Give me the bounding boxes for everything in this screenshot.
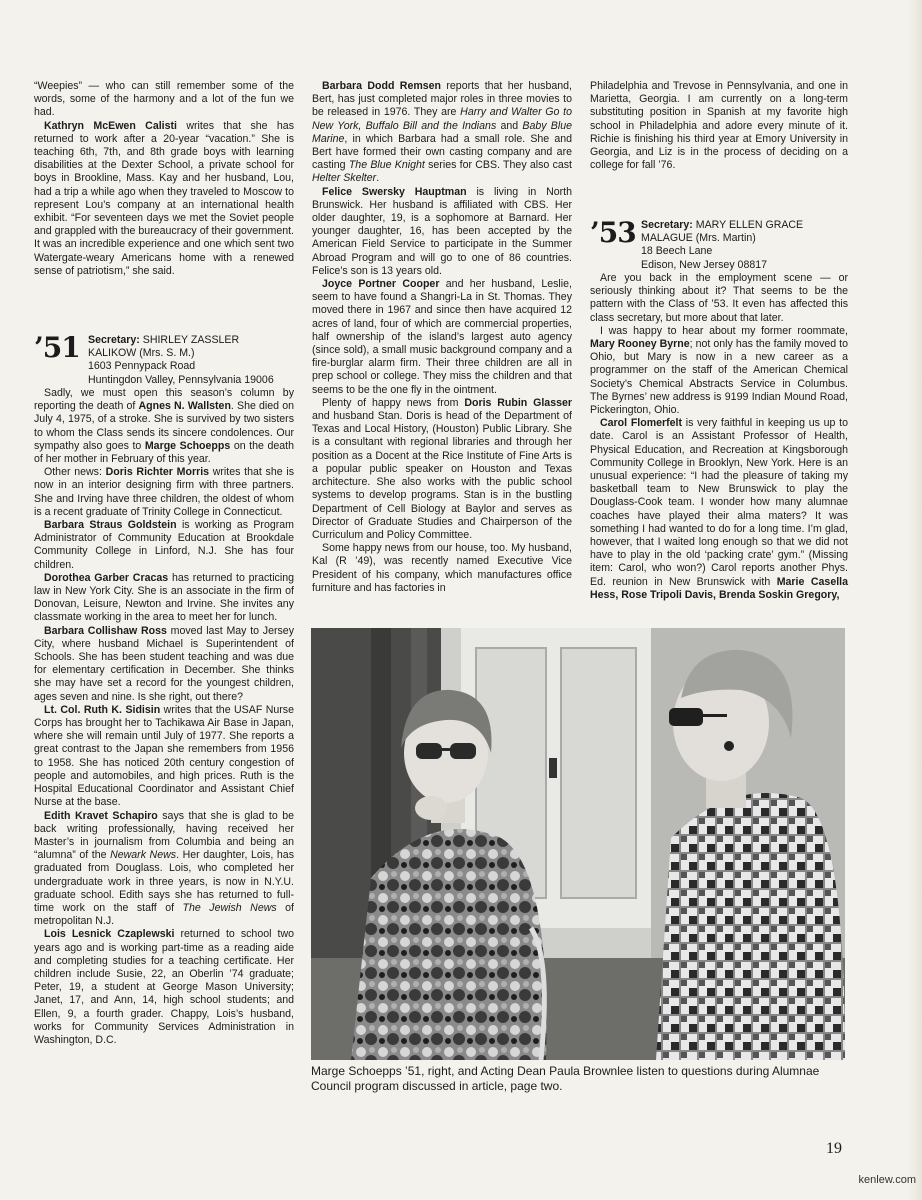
secretary-name-51: SHIRLEY ZASSLER: [139, 334, 240, 346]
paragraph-sidisin: [34, 704, 294, 810]
text: . She died on July 4, 1975, of a stroke. She is survived by two sisters to whom the Class sends its sincere condolences. Our sympathy also goes to: [34, 400, 294, 452]
names-reunion: Marie Casella Hess, Rose Tripoli Davis, Brenda Soskin Gregory,: [590, 575, 848, 601]
paragraph-philadelphia: Philadelphia and Trevose in Pennsylvania, and one in Marietta, Georgia. I am currently on a long-term substituting position in Spanish at my favorite high school in Philadelphia and adore every minute of it. Richie is finishing his third year at Emory University in Georgia, and Liz is in the process of deciding on a college for fall ’76.: [590, 80, 848, 172]
text: and: [496, 119, 523, 132]
secretary-label-51: Secretary:: [88, 334, 140, 346]
paragraph-hauptman: [312, 186, 572, 278]
paragraph-cracas: [34, 572, 294, 625]
column-3-53: [590, 272, 848, 602]
photo-illustration: [311, 628, 845, 1060]
paragraph-byrne: [590, 325, 848, 417]
name-cracas: Dorothea Garber Cracas: [44, 571, 169, 584]
secretary-name-53: MARY ELLEN GRACE: [692, 219, 804, 231]
page-edge: [908, 0, 922, 1200]
name-schoepps: Marge Schoepps: [144, 439, 231, 452]
secretary-name2-51: KALIKOW (Mrs. S. M.): [88, 347, 195, 360]
text: and her husband, Leslie, seem to have found a Shangri-La in St. Thomas. They moved there in 1967 and since then have acquired 12 acres of land, four of which are commercial properties, half ownership of the island’s largest auto agency (since sold), a small music background company and a fire-burglar alarm firm. Their three children are all in prep school or college. They miss the children and that seems to be the one fly in the ointment.: [312, 278, 572, 396]
paragraph-czaplewski: [34, 928, 294, 1047]
photo-caption: Marge Schoepps ’51, right, and Acting Dean Paula Brownlee listen to questions during Alumnae Council program discussed in article, page two.: [311, 1064, 820, 1093]
class-year-51: ’51: [34, 331, 80, 364]
text: series for CBS. They also cast: [424, 159, 572, 172]
text: writes that the USAF Nurse Corps has brought her to Tachikawa Air Base in Japan, where she will remain until July of 1977. She reports a great contrast to the Japan she remembers from 1956 to 1958. She has noticed 20th century congestion of people and automobiles, and high prices. Ruth is the Hospital Educational Coordinator and Assistant Chief Nurse at the base.: [34, 703, 294, 809]
name-glasser: Doris Rubin Glasser: [464, 396, 572, 409]
name-goldstein: Barbara Straus Goldstein: [44, 519, 177, 532]
paragraph-wallsten: [34, 387, 294, 466]
name-calisti: Kathryn McEwen Calisti: [44, 119, 177, 132]
watermark: kenlew.com: [858, 1174, 916, 1186]
movie-titles: Harry and Walter Go to New York, Buffalo Bill and the Indians: [312, 106, 572, 132]
text: Plenty of happy news from: [322, 396, 465, 409]
name-wallsten: Agnes N. Wallsten: [138, 400, 231, 413]
text: moved last May to Jersey City, where husband Michael is Superintendent of Schools. She has been student teaching and was due for elementary certification in December. She thinks she may have set a record for the youngest children, ages seven and nine. Is she right, out there?: [34, 624, 294, 703]
paragraph-calisti: [34, 120, 294, 278]
photo-alumnae-council: [311, 628, 845, 1060]
text: of metropolitan N.J.: [34, 901, 295, 928]
secretary-city-53: Edison, New Jersey 08817: [641, 258, 768, 271]
name-ross: Barbara Collishaw Ross: [44, 624, 167, 637]
text: returned to school two years ago and is working part-time as a reading aide and completing studies for a teaching certificate. Her children include Susie, 22, an Oberlin ’74 graduate; Peter, 19, a student at George Mason University; Janet, 17, and Ann, 14, high school students; and Ellen, 9, a fourth grader. Chappy, Lois’s husband, works for Community Services Administration in Washington, D.C.: [34, 928, 294, 1046]
paragraph-morris: [34, 466, 294, 519]
text: I was happy to hear about my former roommate,: [600, 324, 848, 337]
text: on the death of her mother in February of this year.: [34, 439, 294, 466]
page-number: 19: [826, 1140, 842, 1157]
paragraph-glasser: [312, 397, 572, 542]
text: , in which Barbara had a small role. She and Bert have formed their own casting company and are casting: [312, 132, 572, 172]
name-czaplewski: Lois Lesnick Czaplewski: [44, 928, 175, 941]
column-1-top: [34, 80, 294, 278]
text: Other news:: [44, 466, 106, 479]
name-morris: Doris Richter Morris: [105, 466, 210, 479]
secretary-street-53: 18 Beech Lane: [641, 245, 713, 258]
text: and husband Stan. Doris is head of the Department of Texas and Local History, (Houston) Public Library. She is a consultant with regional libraries and through her position as a Docent at the Rice Institute of Fine Arts is a popular public speaker on Houston and Texas architecture. She also works with the public school systems to develop programs. Stan is in the bustling Department of Cell Biology at Baylor and serves as Director of Graduate Studies and Chairperson of the Curriculum and Policy Committee.: [312, 410, 572, 541]
paragraph-employment: Are you back in the employment scene — or seriously thinking about it? That seems to be the pattern with the Class of ’53. It even has affected this class secretary, but more about that later.: [590, 272, 848, 324]
column-1-51: [34, 387, 294, 1047]
text: .: [376, 172, 380, 185]
text: is very faithful in keeping us up to date. Carol is an Assistant Professor of Health, Physical Education, and Recreation at Kingsborough Community College in Brooklyn, New York. Here is an unusual experience: “I had the pleasure of taking my basketball team to New Brunswick to play the Douglass-Cook team. I wonder how many alumnae coaches have played their alma maters? It was something I had wanted to do for a long time. I’m glad, however, that I waited long enough so that we did not have to play in the old ‘packing crate’ gym.” (Missing item: Carol, who won?) Carol reports another Phys. Ed. reunion in New Brunswick with: [590, 417, 848, 588]
name-cooper: Joyce Portner Cooper: [322, 278, 440, 291]
text: Sadly, we must open this season’s column by reporting the death of: [34, 387, 294, 413]
secretary-name2-53: MALAGUE (Mrs. Martin): [641, 232, 756, 245]
secretary-city-51: Huntingdon Valley, Pennsylvania 19006: [88, 373, 274, 386]
secretary-block-51: [88, 334, 298, 387]
series-title: Helter Skelter: [312, 172, 377, 185]
text: reports that her husband, Bert, has just completed major roles in three movies to be released in 1976. They are: [312, 80, 572, 119]
text: . Her daughter, Lois, has graduated from Douglass. Lois, who completed her undergraduate work in three years, is now in N.Y.U. graduate school. Edith says she has returned to full-time work on the staff of: [34, 849, 294, 914]
column-2: [312, 80, 572, 595]
name-schapiro: Edith Kravet Schapiro: [44, 809, 158, 822]
paragraph-remsen: [312, 80, 572, 186]
class-year-53: ’53: [590, 216, 636, 249]
text-calisti: writes that she has returned to work after a 20-year “vacation.” She is teaching 6th, 7th, and 8th grade boys with learning disabilities at the Dexter School, a private school for boys in Brookline, Mass. Kay and her husband, Lou, had a trip a while ago when they traveled to Moscow to represent Lou’s company at an international health exhibit. “For seventeen days we met the Soviet people and grappled with the bureaucracy of their government. It was an incredible experience and one which sent two Watergate-weary Americans home with a renewed sense of patriotism,” she said.: [34, 119, 294, 277]
paragraph-our-house: Some happy news from our house, too. My husband, Kal (R ’49), was recently named Executive Vice President of his company, which manufactures office furniture and has factories in: [312, 542, 572, 594]
movie-title: Baby Blue Marine: [312, 119, 572, 145]
text: has returned to practicing law in New York City. She is an associate in the firm of Donovan, Leisure, Newton and Irvine. She invites any classmate working in the area to meet her for lunch.: [34, 571, 294, 624]
publication-title: The Jewish News: [182, 901, 277, 914]
paragraph-goldstein: [34, 519, 294, 572]
name-sidisin: Lt. Col. Ruth K. Sidisin: [44, 703, 161, 716]
name-remsen: Barbara Dodd Remsen: [322, 80, 442, 92]
secretary-label-53: Secretary:: [641, 219, 693, 231]
column-3-top: [590, 80, 848, 172]
paragraph-flomerfelt: [590, 417, 848, 602]
text: says that she is glad to be back writing professionally, having received her Master’s in journalism from Columbia and being an “alumna” of the: [34, 809, 295, 862]
text: ; not only has the family moved to Ohio, but Mary is now in a new career as a programmer on the staff of the American Chemical Society’s Chemical Abstracts Service in Columbus. The Byrnes’ new address is 9199 Indian Mound Road, Pickerington, Ohio.: [590, 338, 849, 417]
text: is working as Program Administrator of Community Education at Brookdale Community College in Linford, N.J. She has four children.: [34, 519, 294, 571]
secretary-block-53: [641, 219, 851, 272]
name-flomerfelt: Carol Flomerfelt: [600, 417, 683, 430]
name-hauptman: Felice Swersky Hauptman: [322, 185, 467, 198]
name-byrne: Mary Rooney Byrne: [590, 338, 690, 351]
secretary-street-51: 1603 Pennypack Road: [88, 360, 196, 373]
paragraph-weepies: “Weepies” — who can still remember some of the words, some of the harmony and a lot of the fun we had.: [34, 80, 294, 119]
text: is living in North Brunswick. Her husband is affiliated with CBS. Her older daughter, 19, is a sophomore at Barnard. Her younger daughter, 16, has been accepted by the American Field Service to participate in the Summer Abroad Program and will go to one of 86 countries. Felice’s son is 13 years old.: [312, 185, 573, 277]
paragraph-cooper: [312, 278, 572, 397]
paragraph-schapiro: [34, 810, 294, 929]
publication-title: Newark News: [110, 849, 177, 862]
paragraph-ross: [34, 625, 294, 704]
text: writes that she is now in an interior designing firm with three partners. She and Irving have three children, the oldest of whom is a recent graduate of Trinity College in Connecticut.: [34, 466, 294, 518]
series-title: The Blue Knight: [348, 159, 425, 172]
